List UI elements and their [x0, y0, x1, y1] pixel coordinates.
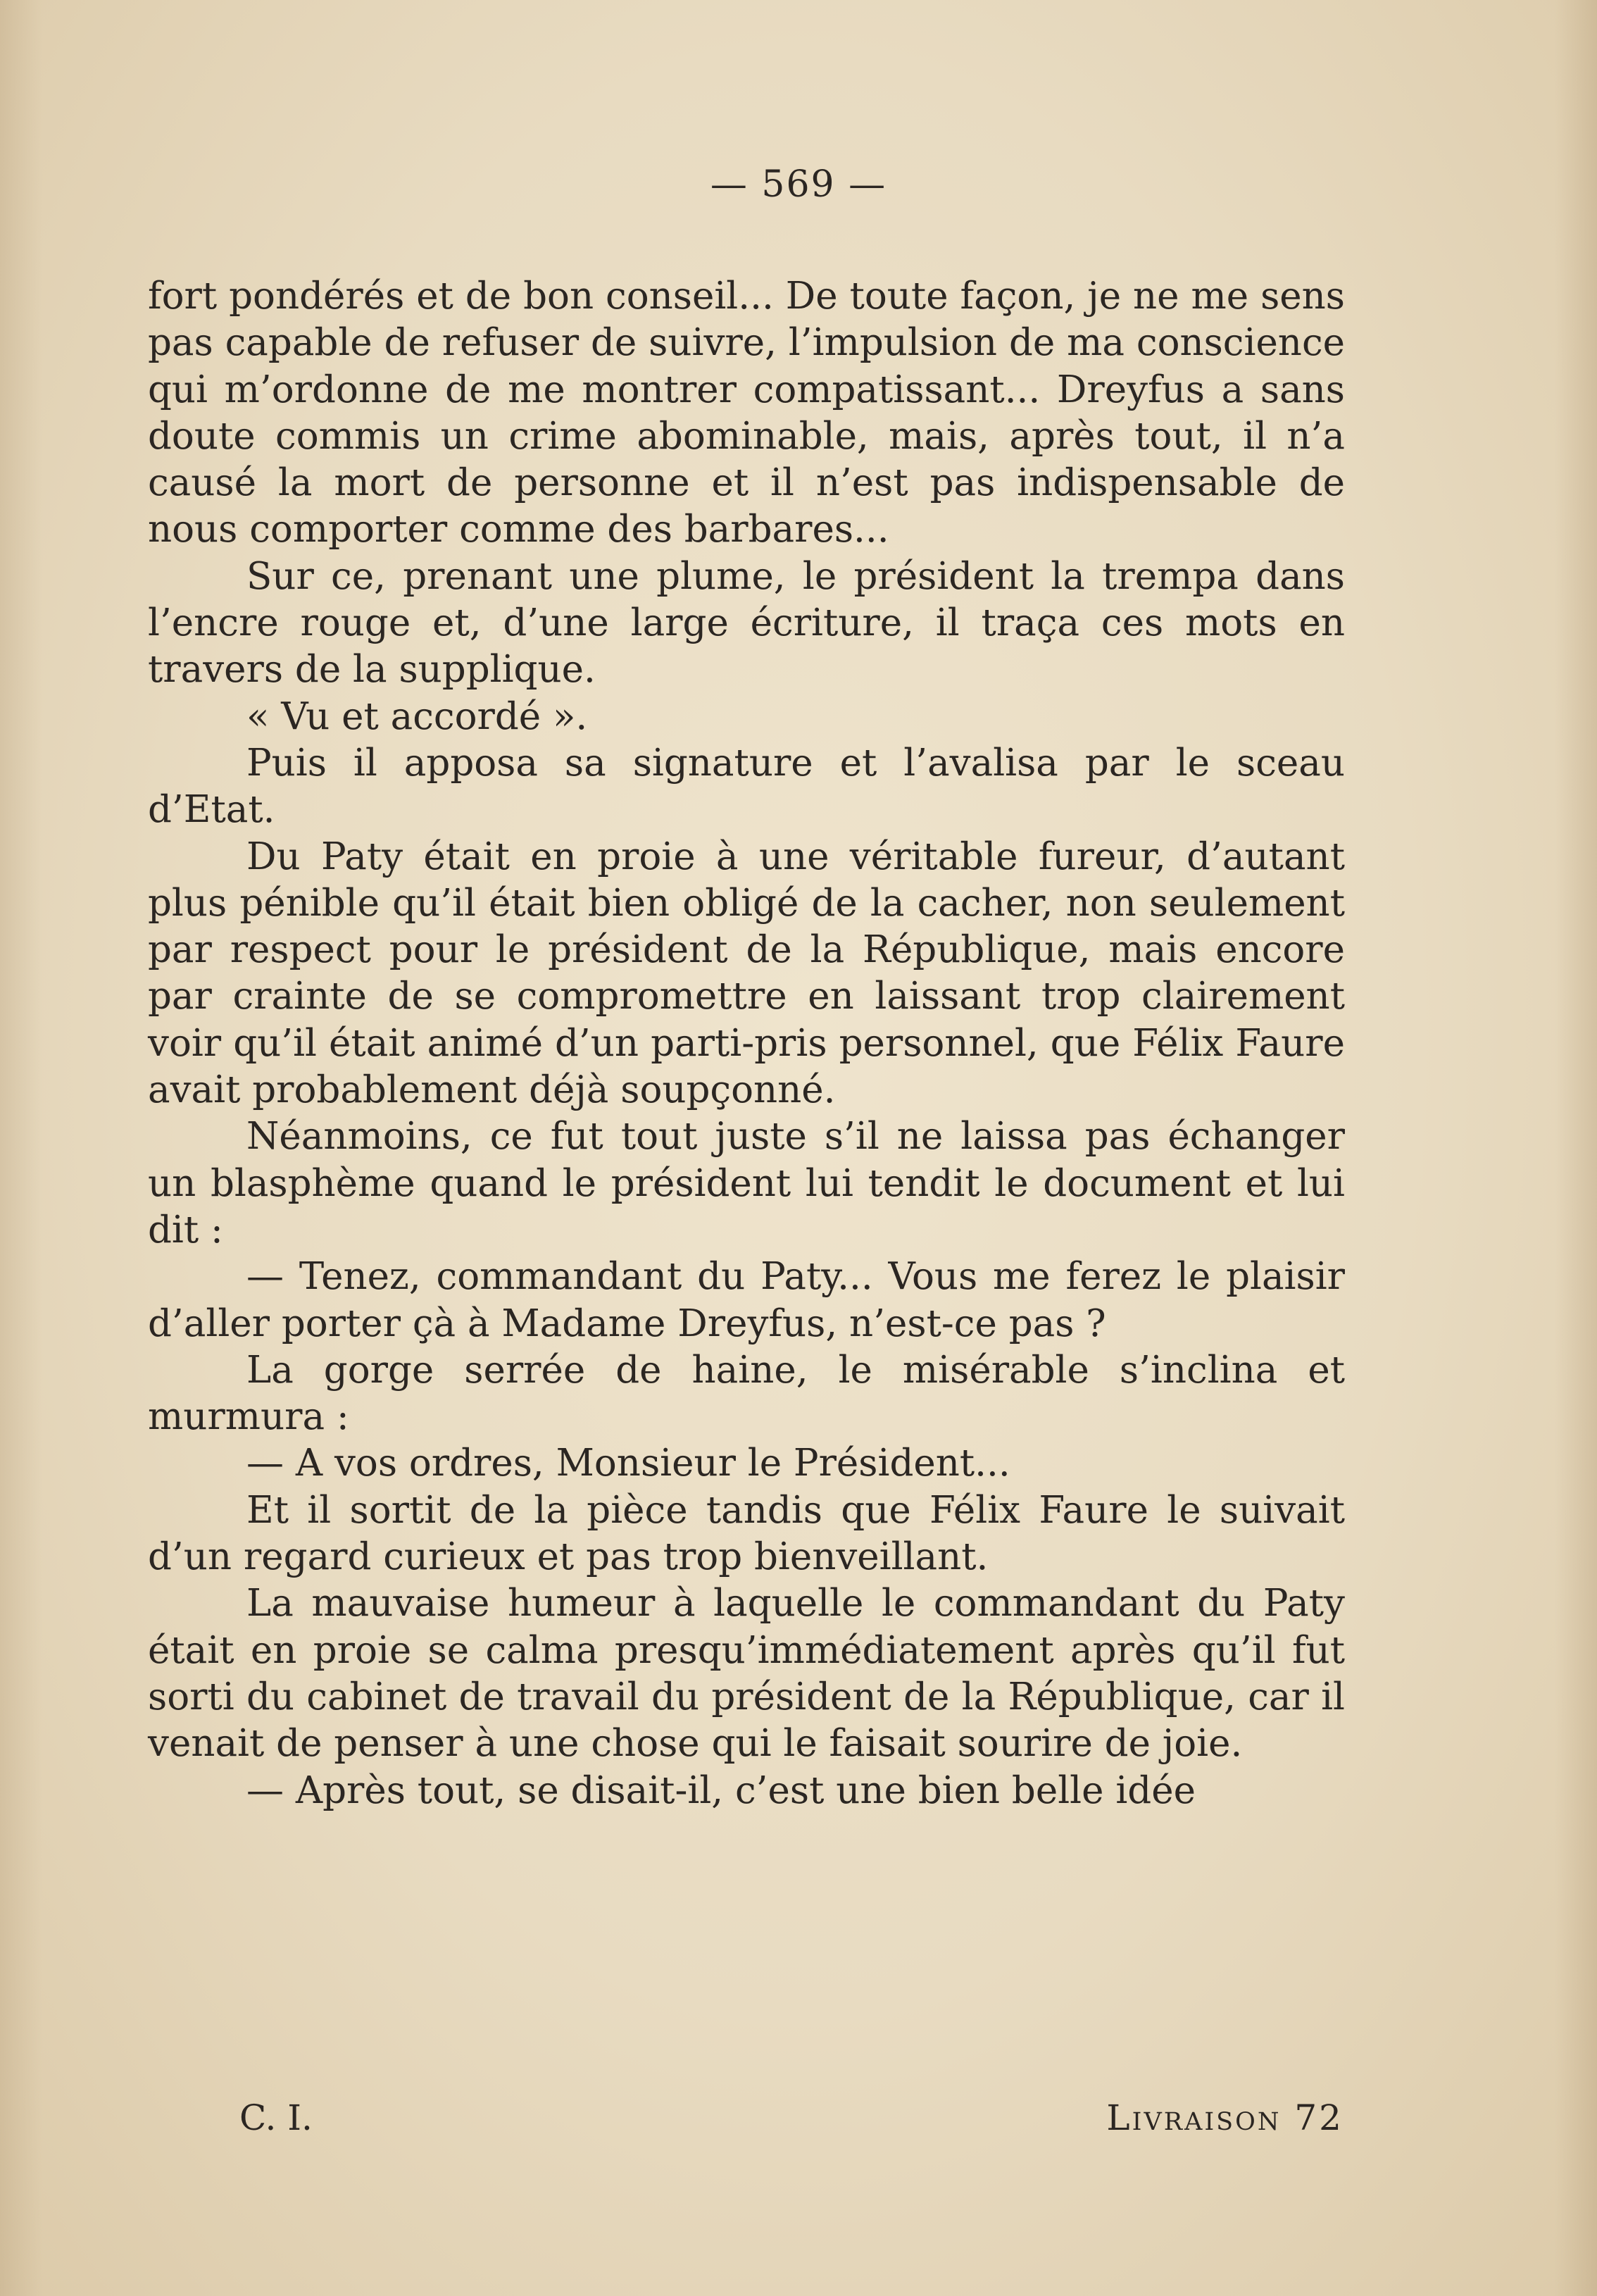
- paragraph: Puis il apposa sa signature et l’avalisa par le sceau d’Etat.: [148, 741, 1345, 832]
- livraison-number: Livraison 72: [1106, 2097, 1344, 2138]
- paragraph: Néanmoins, ce fut tout juste s’il ne laissa pas échanger un blasphème quand le président lui tendit le document et lui dit :: [148, 1115, 1345, 1252]
- body-text: [148, 273, 1345, 1814]
- paragraph: « Vu et accordé ».: [246, 694, 588, 738]
- page-edge-shadow-right: [1555, 0, 1597, 2296]
- page-footer: [0, 2097, 1597, 2144]
- page-number-header: — 569 —: [710, 163, 887, 206]
- paragraph: — A vos ordres, Monsieur le Président...: [246, 1442, 1010, 1485]
- paragraph: La gorge serrée de haine, le misérable s’inclina et murmura :: [148, 1348, 1345, 1439]
- paragraph: Du Paty était en proie à une véritable fureur, d’autant plus pénible qu’il était bien obligé de la cacher, non seulement par respect pour le président de la République, mais encore par crainte de se compromettre en laissant trop clairement voir qu’il était animé d’un parti-pris personnel, que Félix Faure avait probablement déjà soupçonné.: [148, 835, 1345, 1112]
- paragraph: Sur ce, prenant une plume, le président la trempa dans l’encre rouge et, d’une large écriture, il traça ces mots en travers de la supplique.: [148, 554, 1345, 692]
- paragraph: — Tenez, commandant du Paty... Vous me ferez le plaisir d’aller porter çà à Madame Dreyfus, n’est-ce pas ?: [148, 1255, 1345, 1345]
- page-edge-shadow-left: [0, 0, 42, 2296]
- paragraph: — Après tout, se disait-il, c’est une bien belle idée: [246, 1768, 1196, 1812]
- signature-mark: C. I.: [239, 2097, 313, 2138]
- paragraph: Et il sortit de la pièce tandis que Félix Faure le suivait d’un regard curieux et pas trop bienveillant.: [148, 1488, 1345, 1579]
- paragraph: fort pondérés et de bon conseil... De toute façon, je ne me sens pas capable de refuser de suivre, l’impulsion de ma conscience qui m’ordonne de me montrer compatissant... Dreyfus a sans doute commis un crime abominable, mais, après tout, il n’a causé la mort de personne et il n’est pas indispensable de nous comporter comme des barbares...: [148, 275, 1345, 551]
- paragraph: La mauvaise humeur à laquelle le commandant du Paty était en proie se calma presqu’immédiatement après qu’il fut sorti du cabinet de travail du président de la République, car il venait de penser à une chose qui le faisait sourire de joie.: [148, 1582, 1345, 1766]
